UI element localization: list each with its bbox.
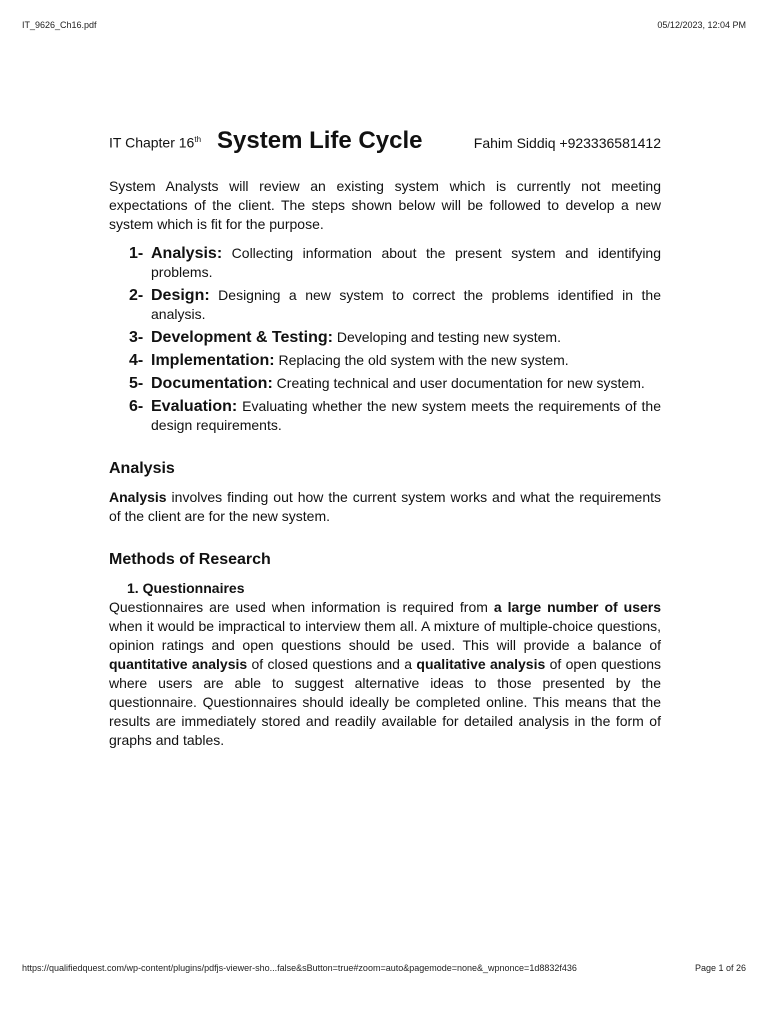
intro-paragraph: System Analysts will review an existing system which is currently not meeting expectations of the client. The steps shown below will be followed to develop a new system which is fit for the purpose. xyxy=(109,177,661,232)
step-label: Design: xyxy=(151,286,210,304)
step-number: 2- xyxy=(129,286,144,304)
list-item xyxy=(129,351,661,370)
print-header xyxy=(22,20,746,30)
print-datetime: 05/12/2023, 12:04 PM xyxy=(657,20,746,30)
document-page xyxy=(109,126,662,750)
analysis-bold-lead: Analysis xyxy=(109,488,167,505)
step-text: Evaluating whether the new system meets the requirements of the design requirements. xyxy=(151,397,661,433)
print-footer xyxy=(22,963,746,973)
list-item xyxy=(129,328,661,347)
chapter-text: IT Chapter 16 xyxy=(109,134,195,151)
q-bold-1: a large number of users xyxy=(493,598,662,615)
step-text: Replacing the old system with the new system. xyxy=(278,351,569,368)
step-number: 6- xyxy=(129,397,144,415)
step-label: Evaluation: xyxy=(151,397,238,415)
q-text-4: of open questions where users are able to suggest alternative ideas to those presented by the questionnaire. Questionnaires should ideally be completed online. This means that the results are immediately stored and readily available for detailed analysis in the form of graphs and tables. xyxy=(109,655,662,748)
q-bold-3: qualitative analysis xyxy=(416,655,546,672)
q-text-3: of closed questions and a xyxy=(251,655,413,672)
list-item xyxy=(129,286,661,324)
step-label: Implementation: xyxy=(151,351,275,369)
list-item xyxy=(129,397,661,435)
page-title: System Life Cycle xyxy=(217,126,423,154)
print-url: https://qualifiedquest.com/wp-content/plugins/pdfjs-viewer-sho...false&sButton=true#zoom=auto&pagemode=none&_wpnonce=1d8832f436 xyxy=(22,963,577,973)
step-text: Developing and testing new system. xyxy=(336,328,561,345)
step-label: Documentation: xyxy=(151,374,273,392)
list-item xyxy=(129,374,661,393)
q-text-1: Questionnaires are used when information is required from xyxy=(109,598,488,615)
step-text: Collecting information about the present system and identifying problems. xyxy=(151,244,662,280)
chapter-superscript: th xyxy=(194,135,202,144)
title-row xyxy=(109,126,661,154)
author-info: Fahim Siddiq +923336581412 xyxy=(473,134,661,151)
step-text: Creating technical and user documentation for new system. xyxy=(276,374,645,391)
questionnaires-paragraph xyxy=(109,598,661,750)
step-number: 3- xyxy=(129,328,144,346)
analysis-paragraph xyxy=(109,488,661,526)
chapter-label xyxy=(109,130,201,153)
step-label: Analysis: xyxy=(151,244,223,262)
list-item xyxy=(129,244,661,282)
step-text: Designing a new system to correct the problems identified in the analysis. xyxy=(151,286,662,322)
analysis-text: involves finding out how the current system works and what the requirements of the client are for the new system. xyxy=(109,488,661,524)
q-text-2: when it would be impractical to interview them all. A mixture of multiple-choice questions, opinion ratings and open questions should be used. This will provide a balance of xyxy=(109,617,661,653)
analysis-heading: Analysis xyxy=(109,459,175,477)
steps-list xyxy=(129,244,661,435)
step-number: 4- xyxy=(129,351,144,369)
step-number: 1- xyxy=(129,244,144,262)
print-filename: IT_9626_Ch16.pdf xyxy=(22,20,97,30)
q-bold-2: quantitative analysis xyxy=(109,655,248,672)
questionnaires-subheading: 1. Questionnaires xyxy=(127,579,245,596)
step-label: Development & Testing: xyxy=(151,328,333,346)
step-number: 5- xyxy=(129,374,144,392)
methods-heading: Methods of Research xyxy=(109,550,271,568)
page-number: Page 1 of 26 xyxy=(694,963,746,973)
